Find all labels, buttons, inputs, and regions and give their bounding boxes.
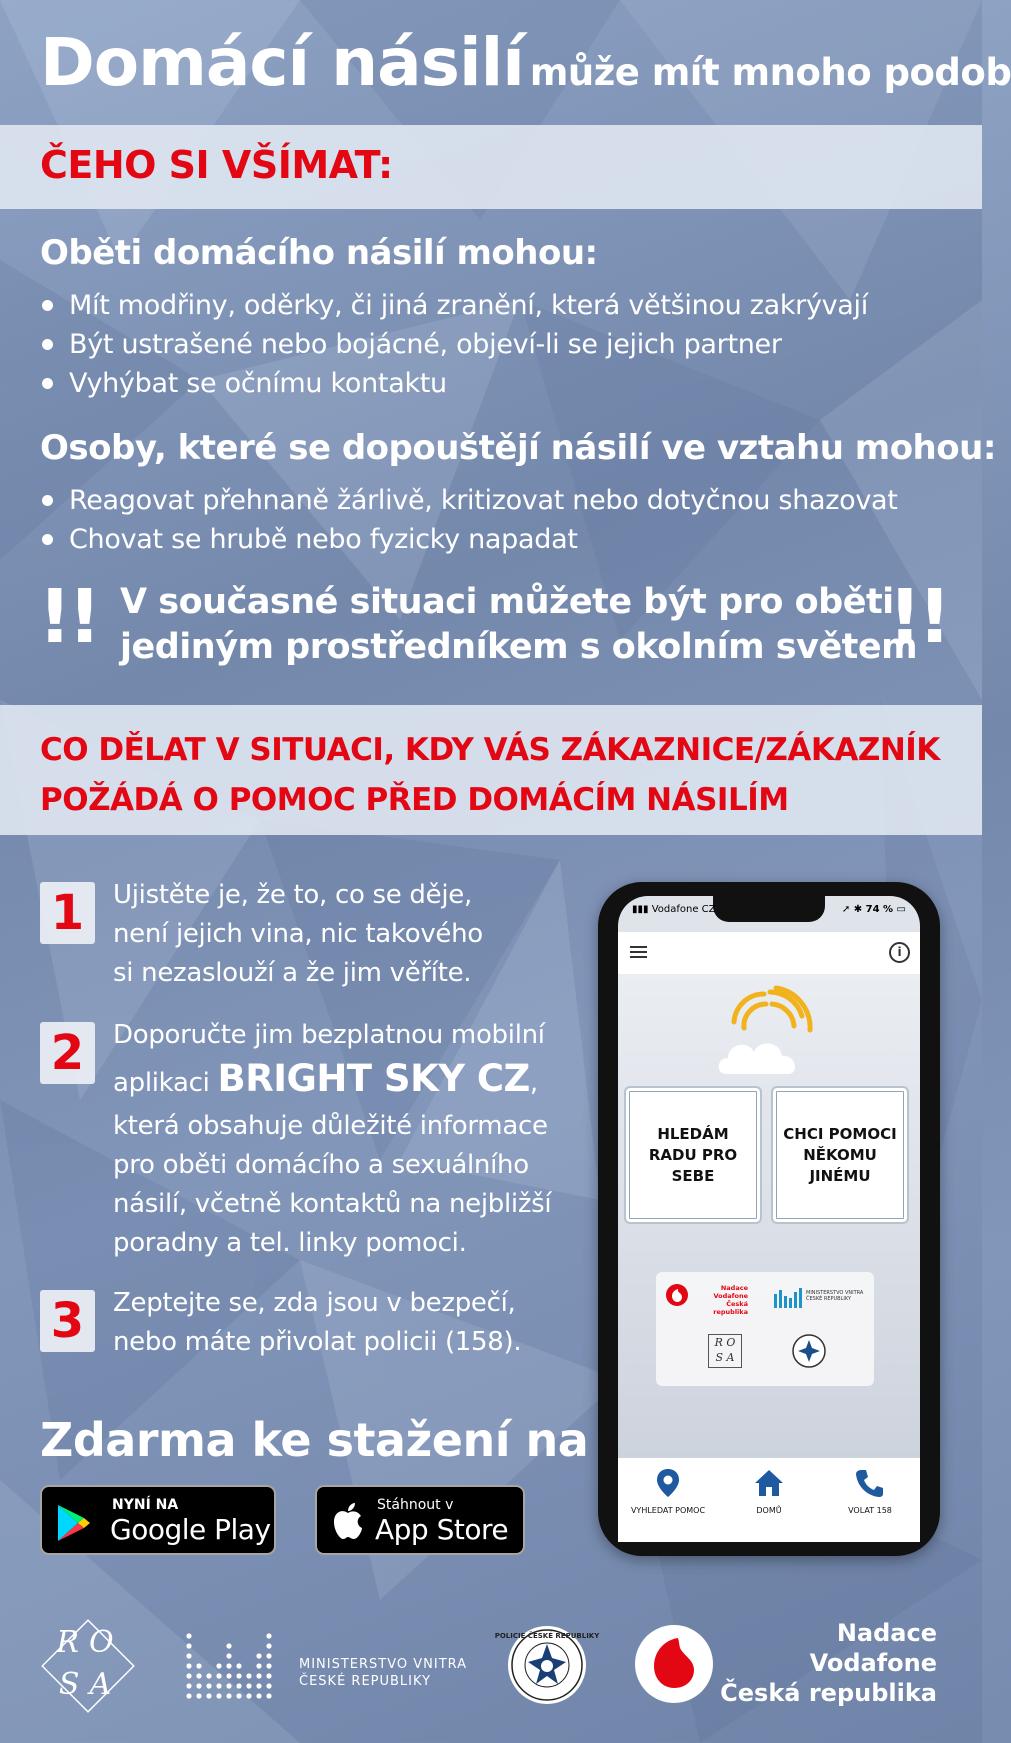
- bright-sky-logo-icon: [714, 982, 814, 1082]
- section1-band: [0, 125, 982, 209]
- partner-logos-card: [656, 1272, 874, 1386]
- home-icon: [753, 1468, 785, 1498]
- step-line: pro oběti domácího a sexuálního: [113, 1150, 529, 1180]
- step-line: násilí, včetně kontaktů na nejbližší: [113, 1189, 552, 1219]
- google-small-label: NYNÍ NA: [112, 1497, 179, 1513]
- list-item: Chovat se hrubě nebo fyzicky napadat: [40, 520, 898, 559]
- ministry-line1: MINISTERSTVO VNITRA: [299, 1657, 468, 1672]
- location-pin-icon: [656, 1468, 680, 1498]
- ministry-line2: ČESKÉ REPUBLIKY: [299, 1674, 432, 1689]
- title-main: Domácí násilí: [40, 24, 524, 101]
- phone-screen: [618, 896, 920, 1542]
- police-small-logo-icon: [792, 1334, 826, 1368]
- card-help-other[interactable]: CHCI POMOCI NĚKOMU JINÉMU: [771, 1086, 909, 1224]
- menu-icon[interactable]: [630, 946, 647, 958]
- step-3-text: [113, 1284, 521, 1362]
- tab-find-help[interactable]: [618, 1468, 718, 1515]
- ministry-footer-text: [299, 1656, 467, 1690]
- rosa-logo-text: [46, 1622, 134, 1706]
- step-line-app: [113, 1055, 551, 1107]
- tab-call-158[interactable]: [820, 1468, 920, 1515]
- list-item: Vyhýbat se očnímu kontaktu: [40, 364, 868, 403]
- info-icon[interactable]: i: [889, 942, 910, 963]
- card-help-self[interactable]: HLEDÁM RADU PRO SEBE: [624, 1086, 762, 1224]
- section2-heading-line2: POŽÁDÁ O POMOC PŘED DOMÁCÍM NÁSILÍM: [40, 782, 789, 818]
- apple-big-label: App Store: [375, 1513, 509, 1546]
- step-line: poradny a tel. linky pomoci.: [113, 1228, 467, 1258]
- vodafone-line1: Nadace: [836, 1619, 937, 1647]
- exclamation-left: !!: [38, 574, 98, 660]
- app-store-button[interactable]: [315, 1485, 525, 1555]
- step-1-text: [113, 876, 483, 993]
- google-play-button[interactable]: [40, 1485, 276, 1555]
- phone-icon: [855, 1468, 885, 1498]
- list-item: Reagovat přehnaně žárlivě, kritizovat nebo dotyčnou shazovat: [40, 481, 898, 520]
- step-line: Doporučte jim bezplatnou mobilní: [113, 1020, 545, 1050]
- vodafone-line3: Česká republika: [720, 1679, 937, 1707]
- app-tabbar: [618, 1458, 920, 1542]
- ministry-logo-text: MINISTERSTVO VNITRA ČESKÉ REPUBLIKY: [806, 1290, 864, 1302]
- exclamation-right: !!: [888, 574, 948, 660]
- step-line: Ujistěte je, že to, co se děje,: [113, 880, 472, 910]
- status-battery: ➚ ✱ 74 % ▭: [841, 904, 906, 915]
- ministry-logo-dots-icon: [183, 1626, 283, 1706]
- download-title: Zdarma ke stažení na: [40, 1413, 589, 1467]
- rosa-small-logo: R O S A: [708, 1334, 742, 1368]
- callout-line2: jediným prostředníkem s okolním světem: [120, 627, 918, 667]
- victims-title: Oběti domácího násilí mohou:: [40, 233, 598, 273]
- vodafone-logo-icon: [666, 1284, 688, 1306]
- carrier-label: Vodafone CZ: [651, 904, 716, 915]
- title-sub: může mít mnoho podob: [529, 51, 1011, 94]
- app-name: BRIGHT SKY CZ: [217, 1057, 530, 1100]
- tab-label: VYHLEDAT POMOC: [630, 1506, 706, 1515]
- ministry-logo-icon: [774, 1286, 804, 1308]
- callout-line1: V současné situaci můžete být pro oběti: [120, 582, 894, 622]
- perpetrators-title: Osoby, které se dopouštějí násilí ve vztahu mohou:: [40, 428, 996, 468]
- step-line: nebo máte přivolat policii (158).: [113, 1327, 522, 1357]
- step-line: si nezaslouží a že jim věříte.: [113, 958, 472, 988]
- phone-notch: [713, 896, 825, 922]
- step-line: která obsahuje důležité informace: [113, 1111, 548, 1141]
- apple-small-label: Stáhnout v: [377, 1497, 454, 1513]
- step-2-text: [113, 1016, 551, 1263]
- google-play-icon: [56, 1503, 92, 1543]
- step-line: Zeptejte se, zda jsou v bezpečí,: [113, 1288, 516, 1318]
- callout-text: [120, 580, 917, 670]
- section2-heading: [40, 725, 940, 825]
- section2-band: [0, 705, 982, 835]
- perpetrators-list: [40, 481, 898, 559]
- vodafone-foundation-name: [700, 1618, 937, 1708]
- police-logo-text: POLICIE ČESKÉ REPUBLIKY: [494, 1632, 600, 1640]
- tab-home[interactable]: [719, 1468, 819, 1515]
- status-carrier: ▮▮▮ Vodafone CZ: [632, 904, 716, 915]
- app-body: [618, 974, 920, 1458]
- page-title: [40, 24, 1011, 101]
- tab-label: DOMŮ: [756, 1506, 782, 1515]
- app-header: [618, 932, 920, 974]
- battery-label: 74 %: [865, 904, 894, 915]
- step-1-number: 1: [40, 882, 95, 944]
- section1-heading: ČEHO SI VŠÍMAT:: [40, 143, 393, 187]
- app-prefix: aplikaci: [113, 1068, 218, 1098]
- section2-heading-line1: CO DĚLAT V SITUACI, KDY VÁS ZÁKAZNICE/ZÁKAZNÍK: [40, 732, 940, 768]
- step-3-number: 3: [40, 1290, 95, 1352]
- tab-label: VOLAT 158: [848, 1506, 892, 1515]
- list-item: Být ustrašené nebo bojácné, objeví-li se jejich partner: [40, 325, 868, 364]
- step-line: není jejich vina, nic takového: [113, 919, 483, 949]
- police-logo-icon: [494, 1624, 600, 1706]
- rosa-text: ROSA: [56, 1625, 124, 1702]
- vodafone-line2: Vodafone: [809, 1649, 937, 1677]
- app-suffix: ,: [529, 1068, 538, 1098]
- vodafone-logo-text: Nadace Vodafone Česká republika: [713, 1284, 748, 1316]
- apple-icon: [331, 1501, 365, 1541]
- google-big-label: Google Play: [110, 1513, 271, 1546]
- list-item: Mít modřiny, oděrky, či jiná zranění, která většinou zakrývají: [40, 286, 868, 325]
- victims-list: [40, 286, 868, 403]
- step-2-number: 2: [40, 1022, 95, 1084]
- phone-mockup: [598, 882, 940, 1556]
